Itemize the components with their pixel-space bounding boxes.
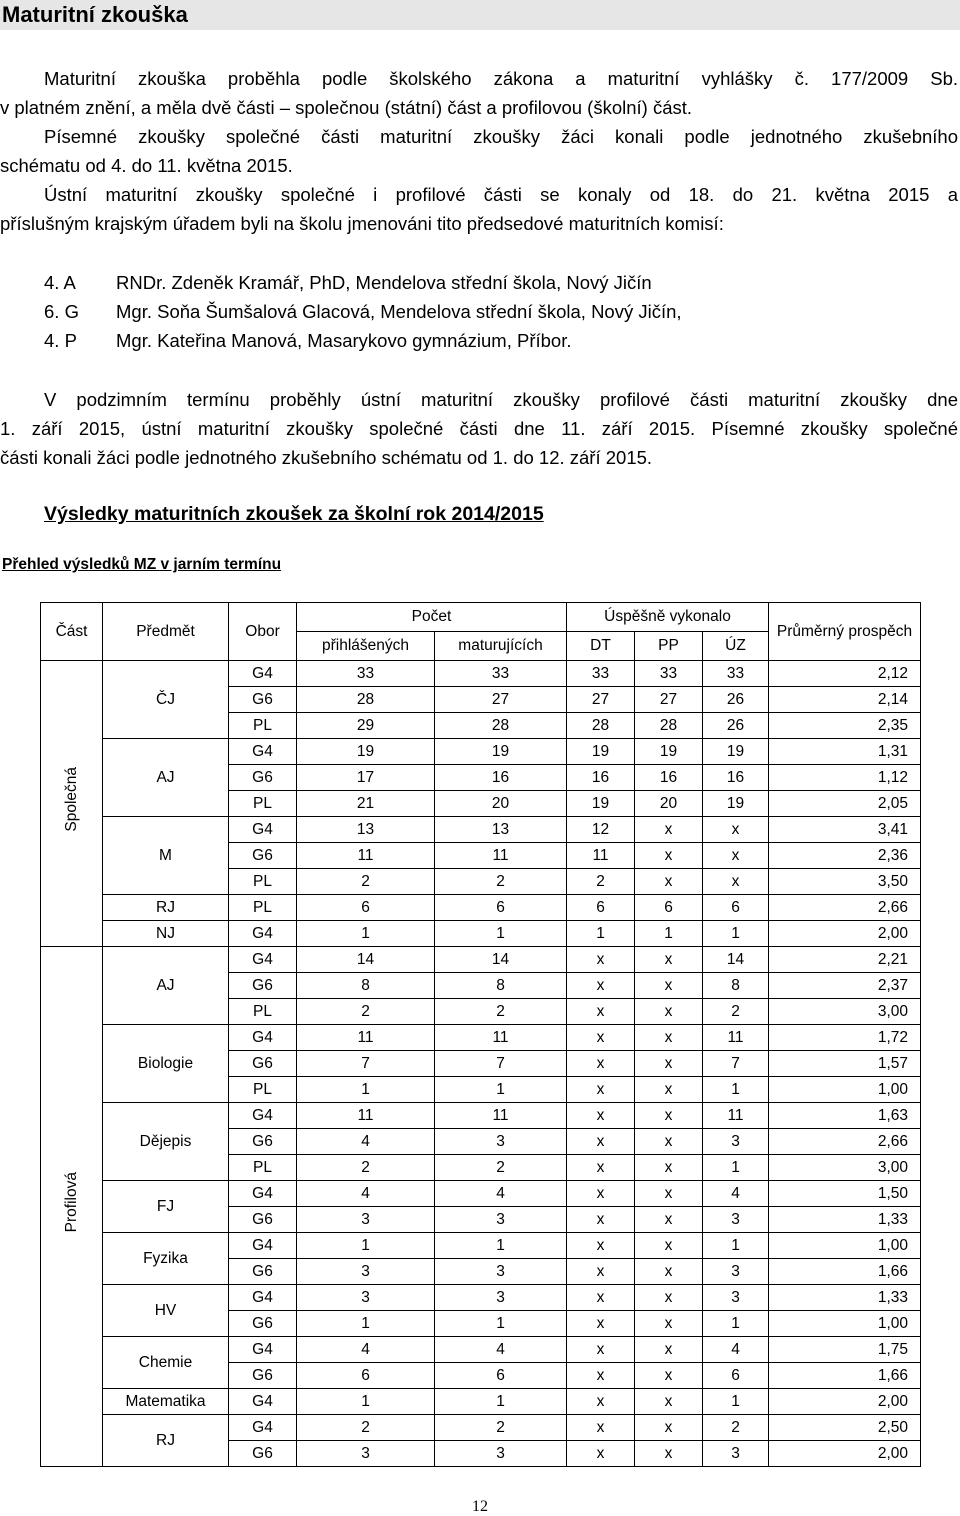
field-cell: G6 xyxy=(229,1051,297,1077)
uz-cell: 19 xyxy=(703,791,769,817)
uz-cell: x xyxy=(703,843,769,869)
subject-cell: M xyxy=(103,817,229,895)
table-row xyxy=(41,1337,921,1363)
table-row xyxy=(41,947,921,973)
average-cell: 1,00 xyxy=(769,1311,921,1337)
results-heading: Výsledky maturitních zkoušek za školní rok 2014/2015 xyxy=(44,503,544,525)
graduating-cell: 16 xyxy=(435,765,567,791)
average-cell: 2,37 xyxy=(769,973,921,999)
dt-cell: 27 xyxy=(567,687,635,713)
graduating-cell: 2 xyxy=(435,999,567,1025)
registered-cell: 3 xyxy=(297,1441,435,1467)
field-cell: G4 xyxy=(229,1181,297,1207)
dt-cell: 6 xyxy=(567,895,635,921)
dt-cell: x xyxy=(567,1363,635,1389)
average-cell: 2,50 xyxy=(769,1415,921,1441)
average-cell: 1,50 xyxy=(769,1181,921,1207)
header-field: Obor xyxy=(229,603,297,661)
average-cell: 2,66 xyxy=(769,895,921,921)
graduating-cell: 7 xyxy=(435,1051,567,1077)
field-cell: G6 xyxy=(229,687,297,713)
registered-cell: 1 xyxy=(297,1389,435,1415)
average-cell: 1,33 xyxy=(769,1285,921,1311)
field-cell: PL xyxy=(229,791,297,817)
field-cell: G4 xyxy=(229,1415,297,1441)
uz-cell: 1 xyxy=(703,1155,769,1181)
dt-cell: 33 xyxy=(567,661,635,687)
uz-cell: 6 xyxy=(703,1363,769,1389)
chair-name: Mgr. Soňa Šumšalová Glacová, Mendelova střední škola, Nový Jičín, xyxy=(116,301,682,322)
registered-cell: 1 xyxy=(297,1311,435,1337)
average-cell: 1,63 xyxy=(769,1103,921,1129)
pp-cell: x xyxy=(635,1181,703,1207)
subject-cell: Dějepis xyxy=(103,1103,229,1181)
pp-cell: x xyxy=(635,1233,703,1259)
average-cell: 1,72 xyxy=(769,1025,921,1051)
field-cell: G6 xyxy=(229,1129,297,1155)
uz-cell: 16 xyxy=(703,765,769,791)
field-cell: G6 xyxy=(229,1441,297,1467)
dt-cell: 12 xyxy=(567,817,635,843)
registered-cell: 2 xyxy=(297,869,435,895)
table-row xyxy=(41,1415,921,1441)
uz-cell: 19 xyxy=(703,739,769,765)
subject-cell: FJ xyxy=(103,1181,229,1233)
uz-cell: 4 xyxy=(703,1337,769,1363)
pp-cell: x xyxy=(635,947,703,973)
dt-cell: x xyxy=(567,1389,635,1415)
graduating-cell: 3 xyxy=(435,1259,567,1285)
uz-cell: 1 xyxy=(703,921,769,947)
average-cell: 2,36 xyxy=(769,843,921,869)
subject-cell: Fyzika xyxy=(103,1233,229,1285)
pp-cell: x xyxy=(635,1051,703,1077)
uz-cell: 2 xyxy=(703,1415,769,1441)
class-code: 4. A xyxy=(44,272,76,293)
results-table xyxy=(40,602,921,1467)
graduating-cell: 1 xyxy=(435,1077,567,1103)
header-success: Úspěšně vykonalo xyxy=(567,603,769,632)
intro-line-5: Ústní maturitní zkoušky společné i profilové části se konaly od 18. do 21. května 2015 a xyxy=(44,184,958,205)
intro-paragraph xyxy=(0,64,958,238)
average-cell: 1,31 xyxy=(769,739,921,765)
pp-cell: x xyxy=(635,1129,703,1155)
uz-cell: x xyxy=(703,869,769,895)
registered-cell: 1 xyxy=(297,1077,435,1103)
registered-cell: 3 xyxy=(297,1207,435,1233)
graduating-cell: 2 xyxy=(435,1415,567,1441)
table-row xyxy=(41,1233,921,1259)
graduating-cell: 14 xyxy=(435,947,567,973)
pp-cell: x xyxy=(635,1415,703,1441)
dt-cell: x xyxy=(567,1337,635,1363)
autumn-line-3: části konali žáci podle jednotného zkušebního schématu od 1. do 12. září 2015. xyxy=(0,447,653,468)
field-cell: G4 xyxy=(229,1337,297,1363)
chair-row xyxy=(44,326,682,355)
graduating-cell: 3 xyxy=(435,1207,567,1233)
part-cell xyxy=(41,661,103,947)
average-cell: 2,00 xyxy=(769,1441,921,1467)
graduating-cell: 2 xyxy=(435,869,567,895)
pp-cell: x xyxy=(635,1207,703,1233)
registered-cell: 17 xyxy=(297,765,435,791)
average-cell: 2,14 xyxy=(769,687,921,713)
average-cell: 2,12 xyxy=(769,661,921,687)
registered-cell: 11 xyxy=(297,1103,435,1129)
dt-cell: x xyxy=(567,1077,635,1103)
dt-cell: x xyxy=(567,1415,635,1441)
part-cell xyxy=(41,947,103,1467)
dt-cell: x xyxy=(567,1181,635,1207)
graduating-cell: 1 xyxy=(435,921,567,947)
field-cell: G4 xyxy=(229,1389,297,1415)
intro-line-6: příslušným krajským úřadem byli na školu jmenováni tito předsedové maturitních komisí: xyxy=(0,213,724,234)
graduating-cell: 4 xyxy=(435,1337,567,1363)
graduating-cell: 19 xyxy=(435,739,567,765)
field-cell: G6 xyxy=(229,765,297,791)
subject-cell: Chemie xyxy=(103,1337,229,1389)
uz-cell: 1 xyxy=(703,1389,769,1415)
header-registered: přihlášených xyxy=(297,632,435,661)
graduating-cell: 28 xyxy=(435,713,567,739)
intro-line-1: Maturitní zkouška proběhla podle školského zákona a maturitní vyhlášky č. 177/2009 Sb. xyxy=(44,68,958,89)
graduating-cell: 6 xyxy=(435,895,567,921)
dt-cell: x xyxy=(567,1285,635,1311)
intro-line-4: schématu od 4. do 11. května 2015. xyxy=(0,155,293,176)
pp-cell: 20 xyxy=(635,791,703,817)
dt-cell: 2 xyxy=(567,869,635,895)
header-pp: PP xyxy=(635,632,703,661)
dt-cell: 19 xyxy=(567,791,635,817)
pp-cell: x xyxy=(635,1155,703,1181)
average-cell: 2,05 xyxy=(769,791,921,817)
uz-cell: 26 xyxy=(703,687,769,713)
dt-cell: x xyxy=(567,1155,635,1181)
graduating-cell: 3 xyxy=(435,1441,567,1467)
field-cell: G6 xyxy=(229,1311,297,1337)
pp-cell: x xyxy=(635,973,703,999)
graduating-cell: 4 xyxy=(435,1181,567,1207)
dt-cell: 1 xyxy=(567,921,635,947)
table-row xyxy=(41,739,921,765)
table-row xyxy=(41,1389,921,1415)
dt-cell: x xyxy=(567,973,635,999)
subject-cell: AJ xyxy=(103,739,229,817)
subject-cell: ČJ xyxy=(103,661,229,739)
chair-row xyxy=(44,268,682,297)
graduating-cell: 3 xyxy=(435,1129,567,1155)
dt-cell: 19 xyxy=(567,739,635,765)
autumn-line-2: 1. září 2015, ústní maturitní zkoušky společné části dne 11. září 2015. Písemné zkoušky společné xyxy=(0,418,958,439)
field-cell: PL xyxy=(229,713,297,739)
average-cell: 1,66 xyxy=(769,1259,921,1285)
average-cell: 1,33 xyxy=(769,1207,921,1233)
pp-cell: x xyxy=(635,1389,703,1415)
uz-cell: 4 xyxy=(703,1181,769,1207)
average-cell: 1,66 xyxy=(769,1363,921,1389)
average-cell: 3,00 xyxy=(769,999,921,1025)
subject-cell: Matematika xyxy=(103,1389,229,1415)
pp-cell: x xyxy=(635,1441,703,1467)
registered-cell: 11 xyxy=(297,843,435,869)
table-row xyxy=(41,661,921,687)
page-number: 12 xyxy=(472,1498,488,1515)
intro-line-2: v platném znění, a měla dvě části – společnou (státní) část a profilovou (školní) část. xyxy=(0,97,693,118)
table-row xyxy=(41,1025,921,1051)
uz-cell: 1 xyxy=(703,1077,769,1103)
uz-cell: 3 xyxy=(703,1441,769,1467)
registered-cell: 4 xyxy=(297,1337,435,1363)
registered-cell: 1 xyxy=(297,1233,435,1259)
table-row xyxy=(41,921,921,947)
pp-cell: x xyxy=(635,869,703,895)
dt-cell: 16 xyxy=(567,765,635,791)
uz-cell: 11 xyxy=(703,1025,769,1051)
graduating-cell: 8 xyxy=(435,973,567,999)
chairs-list xyxy=(44,268,682,355)
graduating-cell: 11 xyxy=(435,1103,567,1129)
field-cell: G6 xyxy=(229,1259,297,1285)
average-cell: 1,00 xyxy=(769,1233,921,1259)
chair-name: Mgr. Kateřina Manová, Masarykovo gymnázium, Příbor. xyxy=(116,330,572,351)
dt-cell: x xyxy=(567,1441,635,1467)
dt-cell: x xyxy=(567,999,635,1025)
registered-cell: 3 xyxy=(297,1285,435,1311)
page-title: Maturitní zkouška xyxy=(0,0,960,30)
part-label: Profilová xyxy=(62,1172,80,1233)
graduating-cell: 11 xyxy=(435,1025,567,1051)
pp-cell: 33 xyxy=(635,661,703,687)
chair-row xyxy=(44,297,682,326)
table-row xyxy=(41,1285,921,1311)
header-average: Průměrný prospěch xyxy=(769,603,921,661)
dt-cell: x xyxy=(567,1207,635,1233)
pp-cell: 1 xyxy=(635,921,703,947)
registered-cell: 28 xyxy=(297,687,435,713)
subject-cell: AJ xyxy=(103,947,229,1025)
graduating-cell: 20 xyxy=(435,791,567,817)
graduating-cell: 2 xyxy=(435,1155,567,1181)
registered-cell: 29 xyxy=(297,713,435,739)
spring-term-heading: Přehled výsledků MZ v jarním termínu xyxy=(2,556,282,573)
pp-cell: 16 xyxy=(635,765,703,791)
pp-cell: x xyxy=(635,1077,703,1103)
header-dt: DT xyxy=(567,632,635,661)
registered-cell: 2 xyxy=(297,1415,435,1441)
registered-cell: 7 xyxy=(297,1051,435,1077)
registered-cell: 6 xyxy=(297,895,435,921)
average-cell: 2,35 xyxy=(769,713,921,739)
subject-cell: Biologie xyxy=(103,1025,229,1103)
field-cell: G4 xyxy=(229,947,297,973)
registered-cell: 1 xyxy=(297,921,435,947)
uz-cell: 3 xyxy=(703,1285,769,1311)
uz-cell: 3 xyxy=(703,1207,769,1233)
field-cell: G6 xyxy=(229,1363,297,1389)
average-cell: 3,50 xyxy=(769,869,921,895)
pp-cell: x xyxy=(635,1363,703,1389)
field-cell: PL xyxy=(229,999,297,1025)
dt-cell: x xyxy=(567,1233,635,1259)
average-cell: 1,12 xyxy=(769,765,921,791)
autumn-paragraph xyxy=(0,385,958,472)
chair-name: RNDr. Zdeněk Kramář, PhD, Mendelova střední škola, Nový Jičín xyxy=(116,272,652,293)
dt-cell: x xyxy=(567,1051,635,1077)
dt-cell: x xyxy=(567,1311,635,1337)
uz-cell: x xyxy=(703,817,769,843)
field-cell: G4 xyxy=(229,661,297,687)
class-code: 4. P xyxy=(44,330,77,351)
field-cell: G4 xyxy=(229,1103,297,1129)
registered-cell: 4 xyxy=(297,1129,435,1155)
pp-cell: 27 xyxy=(635,687,703,713)
dt-cell: 11 xyxy=(567,843,635,869)
graduating-cell: 3 xyxy=(435,1285,567,1311)
pp-cell: x xyxy=(635,843,703,869)
uz-cell: 26 xyxy=(703,713,769,739)
uz-cell: 2 xyxy=(703,999,769,1025)
class-code: 6. G xyxy=(44,301,79,322)
field-cell: PL xyxy=(229,895,297,921)
intro-line-3: Písemné zkoušky společné části maturitní zkoušky žáci konali podle jednotného zkušebního xyxy=(44,126,958,147)
part-label: Společná xyxy=(62,767,80,832)
field-cell: G6 xyxy=(229,973,297,999)
subject-cell: NJ xyxy=(103,921,229,947)
pp-cell: 19 xyxy=(635,739,703,765)
average-cell: 2,21 xyxy=(769,947,921,973)
pp-cell: x xyxy=(635,1285,703,1311)
subject-cell: RJ xyxy=(103,895,229,921)
graduating-cell: 1 xyxy=(435,1389,567,1415)
average-cell: 1,00 xyxy=(769,1077,921,1103)
pp-cell: x xyxy=(635,1103,703,1129)
registered-cell: 19 xyxy=(297,739,435,765)
pp-cell: x xyxy=(635,1311,703,1337)
pp-cell: x xyxy=(635,817,703,843)
header-subject: Předmět xyxy=(103,603,229,661)
field-cell: G4 xyxy=(229,1285,297,1311)
registered-cell: 2 xyxy=(297,999,435,1025)
pp-cell: x xyxy=(635,999,703,1025)
dt-cell: x xyxy=(567,1259,635,1285)
graduating-cell: 33 xyxy=(435,661,567,687)
average-cell: 1,57 xyxy=(769,1051,921,1077)
uz-cell: 8 xyxy=(703,973,769,999)
field-cell: G4 xyxy=(229,1025,297,1051)
header-graduating: maturujících xyxy=(435,632,567,661)
graduating-cell: 1 xyxy=(435,1233,567,1259)
uz-cell: 33 xyxy=(703,661,769,687)
registered-cell: 21 xyxy=(297,791,435,817)
table-row xyxy=(41,817,921,843)
registered-cell: 11 xyxy=(297,1025,435,1051)
registered-cell: 4 xyxy=(297,1181,435,1207)
field-cell: PL xyxy=(229,1077,297,1103)
field-cell: G4 xyxy=(229,1233,297,1259)
dt-cell: x xyxy=(567,1025,635,1051)
table-row xyxy=(41,1103,921,1129)
field-cell: G4 xyxy=(229,921,297,947)
header-uz: ÚZ xyxy=(703,632,769,661)
average-cell: 2,00 xyxy=(769,921,921,947)
uz-cell: 1 xyxy=(703,1311,769,1337)
registered-cell: 13 xyxy=(297,817,435,843)
graduating-cell: 27 xyxy=(435,687,567,713)
field-cell: G6 xyxy=(229,843,297,869)
registered-cell: 3 xyxy=(297,1259,435,1285)
average-cell: 1,75 xyxy=(769,1337,921,1363)
uz-cell: 11 xyxy=(703,1103,769,1129)
uz-cell: 3 xyxy=(703,1129,769,1155)
pp-cell: 28 xyxy=(635,713,703,739)
uz-cell: 6 xyxy=(703,895,769,921)
dt-cell: x xyxy=(567,947,635,973)
graduating-cell: 1 xyxy=(435,1311,567,1337)
dt-cell: 28 xyxy=(567,713,635,739)
graduating-cell: 6 xyxy=(435,1363,567,1389)
dt-cell: x xyxy=(567,1129,635,1155)
header-part: Část xyxy=(41,603,103,661)
subject-cell: HV xyxy=(103,1285,229,1337)
pp-cell: x xyxy=(635,1337,703,1363)
uz-cell: 14 xyxy=(703,947,769,973)
registered-cell: 2 xyxy=(297,1155,435,1181)
field-cell: PL xyxy=(229,1155,297,1181)
uz-cell: 3 xyxy=(703,1259,769,1285)
average-cell: 2,66 xyxy=(769,1129,921,1155)
graduating-cell: 13 xyxy=(435,817,567,843)
header-count: Počet xyxy=(297,603,567,632)
autumn-line-1: V podzimním termínu proběhly ústní maturitní zkoušky profilové části maturitní zkoušky dne xyxy=(44,389,958,410)
subject-cell: RJ xyxy=(103,1415,229,1467)
dt-cell: x xyxy=(567,1103,635,1129)
pp-cell: 6 xyxy=(635,895,703,921)
pp-cell: x xyxy=(635,1259,703,1285)
average-cell: 3,00 xyxy=(769,1155,921,1181)
average-cell: 2,00 xyxy=(769,1389,921,1415)
average-cell: 3,41 xyxy=(769,817,921,843)
uz-cell: 7 xyxy=(703,1051,769,1077)
graduating-cell: 11 xyxy=(435,843,567,869)
registered-cell: 33 xyxy=(297,661,435,687)
field-cell: G4 xyxy=(229,817,297,843)
pp-cell: x xyxy=(635,1025,703,1051)
table-row xyxy=(41,1181,921,1207)
registered-cell: 8 xyxy=(297,973,435,999)
registered-cell: 14 xyxy=(297,947,435,973)
field-cell: G4 xyxy=(229,739,297,765)
table-row xyxy=(41,895,921,921)
registered-cell: 6 xyxy=(297,1363,435,1389)
field-cell: G6 xyxy=(229,1207,297,1233)
field-cell: PL xyxy=(229,869,297,895)
uz-cell: 1 xyxy=(703,1233,769,1259)
